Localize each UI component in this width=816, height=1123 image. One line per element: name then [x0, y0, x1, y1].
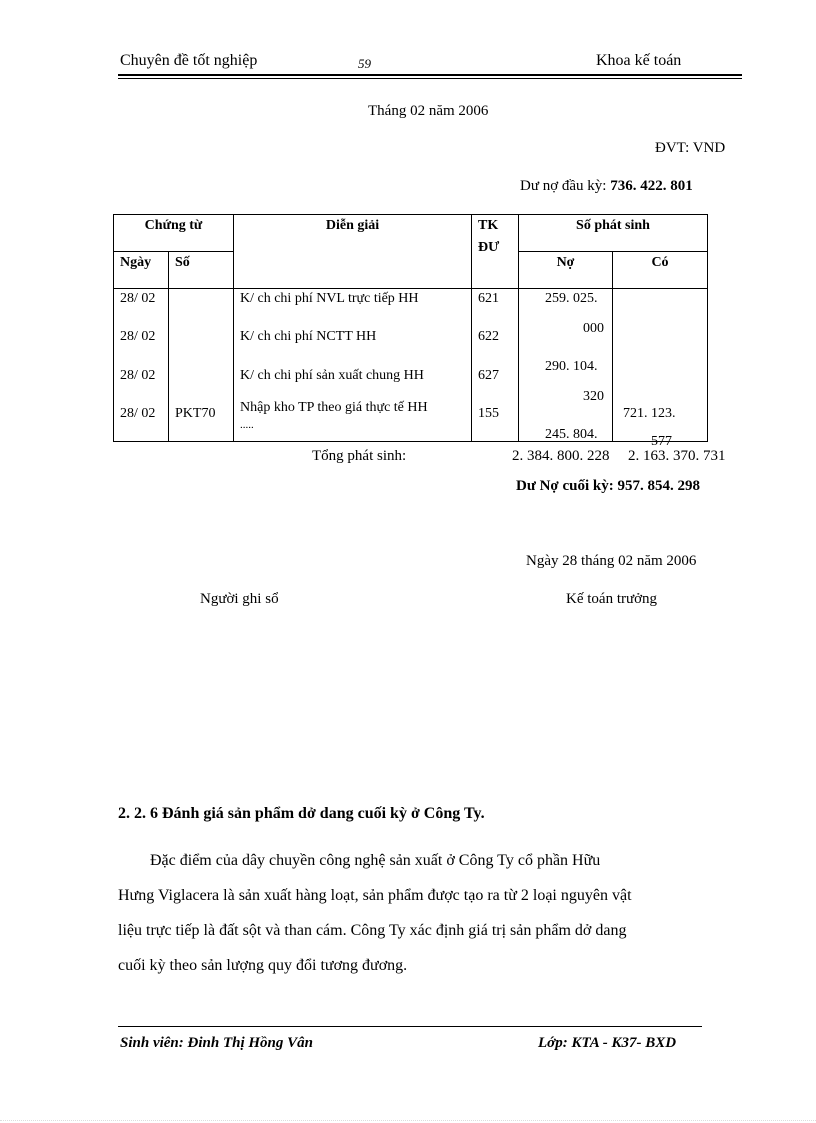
account-item: 621: [478, 291, 499, 306]
period-label: Tháng 02 năm 2006: [368, 103, 489, 119]
totals-credit: 2. 163. 370. 731: [628, 448, 726, 464]
opening-balance: [520, 178, 693, 195]
header-tk-du: [472, 215, 519, 289]
description-item: K/ ch chi phí NCTT HH: [240, 329, 377, 344]
paragraph-line: liệu trực tiếp là đất sột và than cám. Công Ty xác định giá trị sản phẩm dở dang: [118, 922, 627, 939]
credit-line: 577: [651, 434, 672, 449]
paragraph-line: Đặc điểm của dây chuyền công nghệ sản xuất ở Công Ty cổ phần Hữu: [118, 852, 601, 869]
signature-bookkeeper: Người ghi sổ: [200, 591, 279, 607]
header-rule-thick: [118, 74, 742, 76]
header-rule-thin: [118, 78, 742, 79]
account-item: 155: [478, 406, 499, 421]
description-item: K/ ch chi phí NVL trực tiếp HH: [240, 291, 419, 306]
credit-cell: [613, 289, 708, 449]
header-dien-giai: Diễn giải: [234, 215, 472, 289]
description-item: .....: [240, 419, 254, 431]
header-tk: TK: [478, 218, 499, 233]
debit-line: 245. 804.: [545, 427, 598, 442]
account-cell: [472, 289, 519, 442]
closing-balance-label: Dư Nợ cuối kỳ:: [516, 478, 614, 494]
voucher-cell: [169, 289, 234, 442]
footer-rule: [118, 1026, 702, 1027]
ledger-table: [113, 214, 708, 449]
signature-date: Ngày 28 tháng 02 năm 2006: [526, 553, 697, 569]
date-item: 28/ 02: [120, 329, 156, 344]
page-number: 59: [358, 56, 371, 71]
credit-line: 721. 123.: [623, 406, 676, 421]
closing-balance-value: 957. 854. 298: [617, 478, 700, 494]
header-du: ĐƯ: [478, 240, 500, 255]
date-item: 28/ 02: [120, 291, 156, 306]
opening-balance-label: Dư nợ đầu kỳ:: [520, 178, 607, 194]
closing-balance: [516, 478, 700, 495]
description-item: K/ ch chi phí sản xuất chung HH: [240, 368, 424, 383]
date-item: 28/ 02: [120, 406, 156, 421]
header-ngay: Ngày: [114, 252, 169, 289]
description-cell: [234, 289, 472, 442]
debit-line: 259. 025.: [545, 291, 598, 306]
totals-debit: 2. 384. 800. 228: [512, 448, 610, 464]
header-department: Khoa kế toán: [596, 52, 682, 69]
totals-label: Tổng phát sinh:: [312, 448, 407, 464]
description-item: Nhập kho TP theo giá thực tế HH: [240, 400, 428, 415]
body-paragraph: [118, 843, 728, 983]
account-item: 622: [478, 329, 499, 344]
paragraph-line: Hưng Viglacera là sản xuất hàng loạt, sản phẩm được tạo ra từ 2 loại nguyên vật: [118, 887, 632, 904]
debit-line: 000: [583, 321, 604, 336]
opening-balance-value: 736. 422. 801: [610, 178, 693, 194]
date-item: 28/ 02: [120, 368, 156, 383]
footer-class: Lớp: KTA - K37- BXD: [538, 1035, 677, 1051]
debit-line: 290. 104.: [545, 359, 598, 374]
paragraph-line: cuối kỳ theo sản lượng quy đổi tương đương.: [118, 957, 408, 974]
debit-cell: [519, 289, 613, 442]
debit-line: 320: [583, 389, 604, 404]
header-co: Có: [613, 252, 708, 289]
signature-chief-accountant: Kế toán trưởng: [566, 591, 658, 607]
unit-label: ĐVT: VND: [655, 140, 726, 156]
dates-cell: [114, 289, 169, 442]
section-title: 2. 2. 6 Đánh giá sản phẩm dở dang cuối kỳ ở Công Ty.: [118, 805, 485, 822]
header-so: Số: [169, 252, 234, 289]
voucher-number: PKT70: [175, 406, 216, 421]
header-no: Nợ: [519, 252, 613, 289]
footer-student: Sinh viên: Đinh Thị Hồng Vân: [120, 1035, 313, 1051]
account-item: 627: [478, 368, 499, 383]
page-edge-divider: [0, 1120, 816, 1121]
header-title: Chuyên đề tốt nghiệp: [120, 52, 258, 69]
header-so-phat-sinh: Số phát sinh: [519, 215, 708, 252]
header-chung-tu: Chứng từ: [114, 215, 234, 252]
